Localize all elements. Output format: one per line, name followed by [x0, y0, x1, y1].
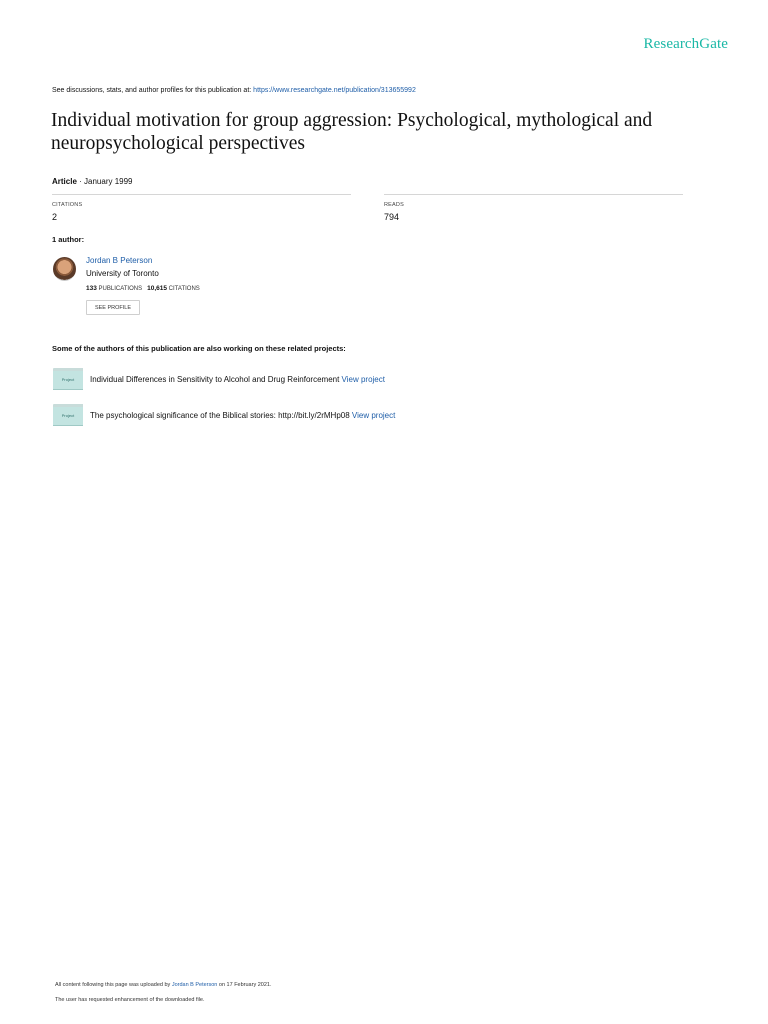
reads-value: 794 [384, 212, 400, 222]
publication-url-link[interactable]: https://www.researchgate.net/publication/313655992 [253, 87, 416, 94]
project-folder-icon: Project [53, 404, 83, 425]
publication-date: January 1999 [84, 177, 133, 186]
view-project-link[interactable]: View project [341, 375, 385, 384]
publication-source-line [52, 87, 416, 94]
project-title [90, 375, 385, 384]
citations-stat [52, 194, 351, 222]
upload-prefix: All content following this page was uploaded by [55, 982, 172, 988]
author-citations-label: CITATIONS [168, 286, 200, 292]
author-institution: University of Toronto [86, 269, 159, 278]
author-avatar[interactable] [53, 257, 76, 281]
author-publications-label: PUBLICATIONS [98, 286, 143, 292]
meta-separator: · [76, 177, 85, 186]
author-stats [86, 285, 200, 292]
publication-title: Individual motivation for group aggression: Psychological, mythological and neuropsychological perspectives [51, 110, 653, 154]
author-name-link[interactable]: Jordan B Peterson [86, 256, 153, 265]
enhancement-note: The user has requested enhancement of the downloaded file. [55, 997, 205, 1003]
project-name: The psychological significance of the Biblical stories: http://bit.ly/2rMHp08 [90, 411, 352, 420]
upload-note [55, 982, 272, 988]
author-card [52, 256, 452, 320]
project-name: Individual Differences in Sensitivity to Alcohol and Drug Reinforcement [90, 375, 342, 384]
publication-type: Article [52, 177, 77, 186]
upload-date: on 17 February 2021. [217, 982, 272, 988]
citations-label: CITATIONS [52, 202, 83, 208]
source-prefix: See discussions, stats, and author profiles for this publication at: [52, 87, 254, 94]
reads-stat [384, 194, 683, 222]
citations-value: 2 [52, 212, 58, 222]
see-profile-button[interactable]: SEE PROFILE [86, 300, 140, 315]
project-folder-icon: Project [53, 368, 83, 389]
reads-label: READS [384, 202, 404, 208]
project-title [90, 411, 395, 420]
publication-meta [52, 177, 133, 186]
researchgate-logo[interactable]: ResearchGate [643, 36, 728, 52]
related-projects-heading: Some of the authors of this publication are also working on these related projects: [52, 344, 346, 353]
authors-heading: 1 author: [52, 235, 85, 244]
related-project-item [52, 368, 552, 390]
view-project-link[interactable]: View project [351, 411, 396, 420]
author-citations-count: 10,615 [147, 285, 167, 292]
author-publications-count: 133 [86, 285, 97, 292]
related-project-item [52, 404, 552, 426]
uploader-link[interactable]: Jordan B Peterson [171, 982, 218, 988]
